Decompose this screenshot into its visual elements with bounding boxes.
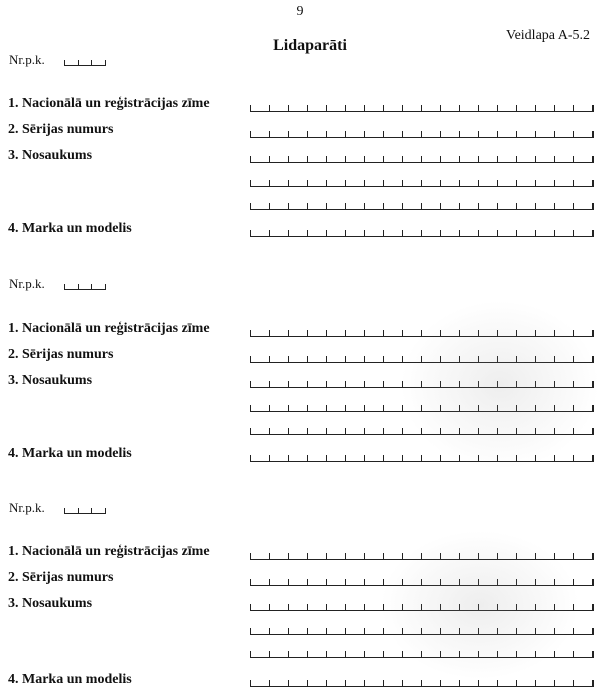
nr-row <box>9 500 45 516</box>
registration-mark-label: 1. Nacionālā un reģistrācijas zīme <box>8 96 210 111</box>
nr-label: Nr.p.k. <box>9 52 45 67</box>
nr-entry-boxes[interactable] <box>64 60 106 66</box>
make-model-field[interactable] <box>250 455 594 462</box>
serial-number-field[interactable] <box>250 131 594 138</box>
name-label: 3. Nosaukums <box>8 596 93 611</box>
serial-number-label: 2. Sērijas numurs <box>8 122 114 137</box>
page-number: 9 <box>296 4 304 19</box>
name-field-line-2[interactable] <box>250 405 594 412</box>
make-model-label: 4. Marka un modelis <box>8 672 132 687</box>
name-field-line-2[interactable] <box>250 180 594 187</box>
serial-number-label: 2. Sērijas numurs <box>8 570 114 585</box>
nr-entry-boxes[interactable] <box>64 508 106 514</box>
aircraft-section-2 <box>0 276 600 476</box>
nr-label: Nr.p.k. <box>9 276 45 291</box>
form-code: Veidlapa A-5.2 <box>506 28 590 43</box>
serial-number-label: 2. Sērijas numurs <box>8 347 114 362</box>
registration-mark-field[interactable] <box>250 553 594 560</box>
name-field-line-3[interactable] <box>250 651 594 658</box>
registration-mark-label: 1. Nacionālā un reģistrācijas zīme <box>8 544 210 559</box>
registration-mark-field[interactable] <box>250 105 594 112</box>
aircraft-section-1 <box>0 52 600 252</box>
registration-mark-field[interactable] <box>250 330 594 337</box>
serial-number-field[interactable] <box>250 579 594 586</box>
registration-mark-label: 1. Nacionālā un reģistrācijas zīme <box>8 321 210 336</box>
nr-row <box>9 52 45 68</box>
serial-number-field[interactable] <box>250 356 594 363</box>
make-model-field[interactable] <box>250 230 594 237</box>
page-title: Lidaparāti <box>273 37 347 54</box>
name-label: 3. Nosaukums <box>8 373 93 388</box>
name-field-line-1[interactable] <box>250 381 594 388</box>
nr-label: Nr.p.k. <box>9 500 45 515</box>
make-model-label: 4. Marka un modelis <box>8 221 132 236</box>
name-field-line-1[interactable] <box>250 156 594 163</box>
nr-entry-boxes[interactable] <box>64 284 106 290</box>
name-field-line-2[interactable] <box>250 628 594 635</box>
name-field-line-3[interactable] <box>250 203 594 210</box>
nr-row <box>9 276 45 292</box>
name-field-line-3[interactable] <box>250 428 594 435</box>
make-model-field[interactable] <box>250 680 594 687</box>
name-field-line-1[interactable] <box>250 604 594 611</box>
make-model-label: 4. Marka un modelis <box>8 446 132 461</box>
aircraft-section-3 <box>0 500 600 700</box>
name-label: 3. Nosaukums <box>8 148 93 163</box>
